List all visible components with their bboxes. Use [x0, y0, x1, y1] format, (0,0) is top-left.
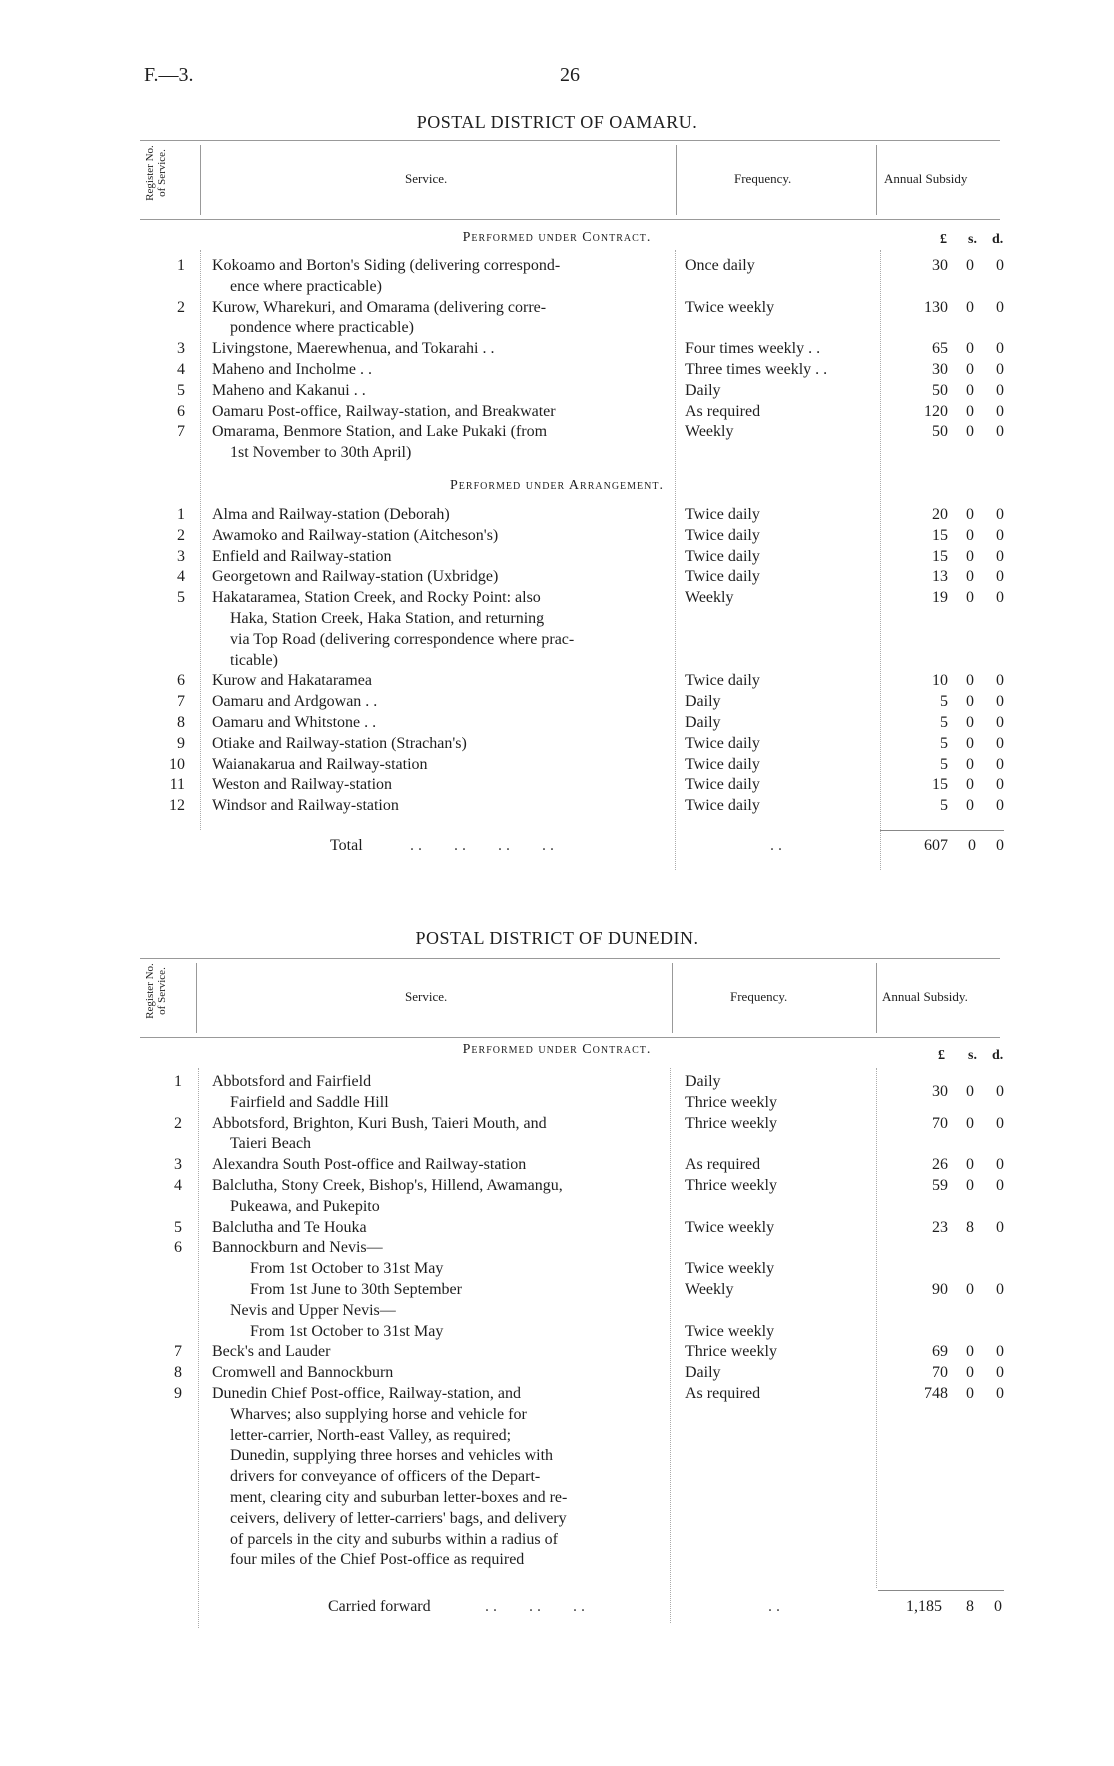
subsidy-pence: 0: [996, 672, 1004, 690]
register-number: 6: [177, 402, 185, 420]
service-description: [212, 1384, 660, 1571]
subsidy-pounds: 20: [932, 506, 948, 523]
subsidy-pounds: 120: [924, 402, 948, 420]
register-number: 4: [174, 1177, 182, 1194]
service-line: From 1st October to 31st May: [250, 1260, 444, 1278]
frequency: Weekly: [685, 1281, 734, 1298]
carried-pence: 0: [994, 1598, 1002, 1615]
subsidy-shillings: 0: [966, 381, 974, 399]
service-description: [212, 567, 660, 588]
register-number: 4: [177, 361, 185, 378]
frequency-column-label: Frequency.: [734, 171, 792, 186]
subsidy-shillings: 0: [966, 1281, 974, 1298]
dunedin-column-header: [140, 958, 1000, 1038]
register-number: 6: [177, 672, 185, 690]
service-description: [212, 588, 660, 671]
carried-forward-label: Carried forward: [328, 1598, 431, 1615]
service-line: ence where practicable): [230, 277, 382, 295]
service-line: Oamaru and Whitstone . .: [212, 714, 377, 731]
frequency: As required: [685, 1385, 761, 1402]
service-line: drivers for conveyance of officers of the Depart-: [230, 1468, 541, 1486]
subsidy-pounds: 30: [932, 257, 948, 274]
service-description: [212, 256, 660, 298]
register-number: 2: [177, 526, 185, 544]
subsidy-pounds: 19: [932, 589, 948, 607]
register-column-label: Register No. of Service.: [144, 963, 168, 1019]
service-line: Georgetown and Railway-station (Uxbridge): [212, 568, 499, 586]
service-description: [212, 1114, 660, 1156]
frequency: Twice daily: [685, 526, 760, 544]
register-number: 1: [174, 1073, 182, 1090]
frequency: Twice daily: [685, 797, 760, 815]
subsidy-pence: 0: [996, 1364, 1004, 1382]
frequency: Twice daily: [685, 506, 760, 523]
subsidy-shillings: 0: [966, 1343, 974, 1361]
service-description: [212, 339, 660, 360]
frequency: Thrice weekly: [685, 1343, 777, 1361]
service-line: Nevis and Upper Nevis—: [230, 1301, 396, 1319]
service-description: [212, 1218, 660, 1239]
service-line: Oamaru and Ardgowan . .: [212, 693, 378, 711]
service-description: [212, 713, 660, 734]
service-line: via Top Road (delivering correspondence where prac-: [230, 630, 575, 648]
subsidy-pounds: 69: [932, 1343, 948, 1361]
subsidy-pounds: 30: [932, 361, 948, 378]
service-description: [212, 422, 660, 464]
service-line: Windsor and Railway-station: [212, 797, 399, 815]
service-line: Beck's and Lauder: [212, 1343, 331, 1361]
frequency: Twice weekly: [685, 1260, 775, 1278]
document-reference: F.—3.: [144, 64, 194, 86]
subsidy-pence: 0: [996, 1156, 1004, 1174]
pence-header: d.: [992, 1048, 1004, 1063]
frequency: Daily: [685, 1364, 721, 1382]
service-line: Abbotsford, Brighton, Kuri Bush, Taieri Mouth, and: [212, 1114, 547, 1132]
subsidy-pounds: 26: [932, 1156, 948, 1174]
subsidy-pence: 0: [996, 589, 1004, 607]
register-number: 2: [177, 298, 185, 316]
register-number: 3: [174, 1156, 182, 1174]
register-number: 7: [177, 423, 185, 441]
frequency: Three times weekly . .: [685, 361, 828, 378]
service-line: Waianakarua and Railway-station: [212, 755, 428, 773]
total-pounds: 607: [924, 837, 948, 854]
service-line: ment, clearing city and suburban letter-boxes and re-: [230, 1488, 568, 1506]
dunedin-contract-heading: Performed under Contract.: [462, 1042, 652, 1057]
subsidy-pence: 0: [996, 547, 1004, 565]
subsidy-pence: 0: [996, 1343, 1004, 1361]
register-number: 9: [174, 1385, 182, 1402]
subsidy-shillings: 0: [966, 797, 974, 815]
subsidy-pounds: 50: [932, 423, 948, 441]
frequency: Twice daily: [685, 568, 760, 586]
subsidy-shillings: 0: [966, 1177, 974, 1194]
register-number: 7: [177, 693, 185, 711]
subsidy-shillings: 0: [966, 340, 974, 358]
service-description: [212, 1155, 660, 1176]
frequency: Thrice weekly: [685, 1093, 777, 1111]
service-line: 1st November to 30th April): [230, 444, 412, 462]
oamaru-column-header: [140, 140, 1000, 220]
frequency: Daily: [685, 381, 721, 399]
register-number: 6: [174, 1239, 182, 1257]
service-line: Kokoamo and Borton's Siding (delivering correspond-: [212, 257, 561, 274]
subsidy-pounds: 748: [924, 1385, 948, 1402]
service-description: [212, 1322, 698, 1343]
service-description: [212, 1176, 660, 1218]
subsidy-pence: 0: [996, 361, 1004, 378]
frequency: Thrice weekly: [685, 1177, 777, 1194]
service-description: [212, 1093, 678, 1114]
register-number: 8: [177, 714, 185, 731]
register-number: 1: [177, 257, 185, 274]
subsidy-pounds: 30: [932, 1083, 948, 1101]
total-pence: 0: [996, 837, 1004, 854]
service-description: [212, 1280, 698, 1301]
subsidy-shillings: 0: [966, 1083, 974, 1101]
service-line: Taieri Beach: [230, 1135, 312, 1153]
subsidy-pounds: 15: [932, 526, 948, 544]
subsidy-pence: 0: [996, 1218, 1004, 1236]
service-description: [212, 671, 660, 692]
service-line: pondence where practicable): [230, 319, 414, 337]
pence-header: d.: [992, 232, 1004, 247]
frequency: Daily: [685, 714, 721, 731]
service-description: [212, 1072, 660, 1093]
carried-pounds: 1,185: [906, 1598, 942, 1615]
oamaru-title: POSTAL DISTRICT OF OAMARU.: [416, 112, 698, 132]
frequency: Thrice weekly: [685, 1114, 777, 1132]
subsidy-shillings: 0: [966, 693, 974, 711]
page-number: 26: [560, 64, 580, 86]
service-line: From 1st October to 31st May: [250, 1322, 444, 1340]
subsidy-pence: 0: [996, 506, 1004, 523]
service-line: Dunedin, supplying three horses and vehicles with: [230, 1447, 554, 1465]
register-column-label: Register No. of Service.: [144, 145, 168, 201]
subsidy-pence: 0: [996, 1385, 1004, 1402]
carried-shillings: 8: [966, 1598, 974, 1615]
subsidy-pounds: 90: [932, 1281, 948, 1298]
frequency: Twice weekly: [685, 1322, 775, 1340]
subsidy-shillings: 0: [966, 755, 974, 773]
subsidy-pounds: 5: [940, 714, 948, 731]
subsidy-shillings: 0: [966, 547, 974, 565]
frequency: Weekly: [685, 589, 734, 607]
service-line: Livingstone, Maerewhenua, and Tokarahi . .: [212, 340, 495, 358]
service-line: ticable): [230, 651, 278, 669]
total-label: Total: [330, 837, 363, 854]
service-description: [212, 1342, 660, 1363]
service-line: Kurow, Wharekuri, and Omarama (delivering corre-: [212, 298, 547, 316]
frequency: Daily: [685, 693, 721, 711]
subsidy-column-label: Annual Subsidy.: [882, 989, 968, 1004]
service-column-label: Service.: [405, 171, 448, 186]
subsidy-column-label: Annual Subsidy: [884, 171, 968, 186]
service-line: Pukeawa, and Pukepito: [230, 1197, 380, 1215]
shilling-header: s.: [968, 232, 977, 247]
service-description: [212, 402, 660, 423]
register-number: 8: [174, 1364, 182, 1382]
subsidy-pounds: 10: [932, 672, 948, 690]
service-line: Cromwell and Bannockburn: [212, 1364, 394, 1382]
service-line: Abbotsford and Fairfield: [212, 1073, 372, 1090]
subsidy-pence: 0: [996, 1177, 1004, 1194]
subsidy-pounds: 70: [932, 1114, 948, 1132]
subsidy-pence: 0: [996, 381, 1004, 399]
service-description: [212, 755, 660, 776]
service-line: Maheno and Kakanui . .: [212, 381, 366, 399]
subsidy-pounds: 50: [932, 381, 948, 399]
frequency: Twice daily: [685, 755, 760, 773]
service-description: [212, 796, 660, 817]
subsidy-shillings: 0: [966, 1385, 974, 1402]
service-line: Balclutha and Te Houka: [212, 1218, 367, 1236]
oamaru-arrangement-heading: Performed under Arrangement.: [450, 478, 664, 493]
subsidy-pence: 0: [996, 714, 1004, 731]
subsidy-shillings: 8: [966, 1218, 974, 1236]
register-number: 2: [174, 1114, 182, 1132]
dunedin-title: POSTAL DISTRICT OF DUNEDIN.: [415, 928, 699, 948]
service-line: Wharves; also supplying horse and vehicle for: [230, 1405, 527, 1423]
subsidy-shillings: 0: [966, 423, 974, 441]
service-line: Oamaru Post-office, Railway-station, and Breakwater: [212, 402, 556, 420]
service-line: Omarama, Benmore Station, and Lake Pukaki (from: [212, 423, 548, 441]
service-line: Dunedin Chief Post-office, Railway-station, and: [212, 1385, 521, 1402]
subsidy-pounds: 5: [940, 755, 948, 773]
service-line: Fairfield and Saddle Hill: [230, 1093, 389, 1111]
frequency: Weekly: [685, 423, 734, 441]
service-description: [212, 1363, 660, 1384]
register-number: 10: [169, 755, 185, 773]
subsidy-shillings: 0: [966, 298, 974, 316]
service-line: Haka, Station Creek, Haka Station, and returning: [230, 609, 545, 627]
subsidy-shillings: 0: [966, 1156, 974, 1174]
subsidy-pence: 0: [996, 1083, 1004, 1101]
service-line: Otiake and Railway-station (Strachan's): [212, 734, 467, 752]
service-line: letter-carrier, North-east Valley, as required;: [230, 1426, 512, 1444]
service-column-label: Service.: [405, 989, 448, 1004]
service-description: [212, 1259, 698, 1280]
service-line: Maheno and Incholme . .: [212, 361, 372, 378]
subsidy-shillings: 0: [966, 734, 974, 752]
service-description: [212, 505, 660, 526]
frequency: Twice weekly: [685, 1218, 775, 1236]
service-description: [212, 381, 660, 402]
subsidy-shillings: 0: [966, 402, 974, 420]
subsidy-pounds: 15: [932, 776, 948, 794]
subsidy-pounds: 5: [940, 797, 948, 815]
subsidy-pence: 0: [996, 797, 1004, 815]
frequency: Twice daily: [685, 672, 760, 690]
service-line: Weston and Railway-station: [212, 776, 393, 794]
subsidy-pence: 0: [996, 1114, 1004, 1132]
frequency: Twice weekly: [685, 298, 775, 316]
subsidy-pence: 0: [996, 423, 1004, 441]
service-description: [212, 692, 660, 713]
shilling-header: s.: [968, 1048, 977, 1063]
subsidy-pounds: 130: [924, 298, 948, 316]
service-line: Hakataramea, Station Creek, and Rocky Point: also: [212, 589, 541, 607]
service-line: Awamoko and Railway-station (Aitcheson's): [212, 526, 499, 544]
subsidy-pounds: 23: [932, 1218, 948, 1236]
frequency: Twice daily: [685, 547, 760, 565]
frequency: As required: [685, 402, 761, 420]
frequency: Once daily: [685, 257, 755, 274]
service-line: Alma and Railway-station (Deborah): [212, 506, 450, 523]
service-description: [212, 734, 660, 755]
register-number: 12: [169, 797, 185, 815]
oamaru-contract-heading: Performed under Contract.: [462, 230, 652, 245]
service-line: From 1st June to 30th September: [250, 1281, 462, 1298]
subsidy-pence: 0: [996, 734, 1004, 752]
register-number: 4: [177, 568, 185, 586]
subsidy-shillings: 0: [966, 361, 974, 378]
service-description: [212, 775, 660, 796]
subsidy-pence: 0: [996, 526, 1004, 544]
register-number: 7: [174, 1343, 182, 1361]
subsidy-pence: 0: [996, 257, 1004, 274]
service-description: [212, 360, 660, 381]
subsidy-pounds: 59: [932, 1177, 948, 1194]
register-number: 9: [177, 734, 185, 752]
subsidy-pence: 0: [996, 340, 1004, 358]
total-shillings: 0: [968, 837, 976, 854]
service-description: [212, 298, 660, 340]
register-number: 3: [177, 547, 185, 565]
service-description: [212, 1301, 678, 1322]
register-number: 5: [174, 1218, 182, 1236]
pound-header: £: [940, 232, 947, 247]
service-line: four miles of the Chief Post-office as required: [230, 1551, 525, 1569]
subsidy-pence: 0: [996, 568, 1004, 586]
subsidy-pounds: 5: [940, 693, 948, 711]
subsidy-shillings: 0: [966, 589, 974, 607]
subsidy-shillings: 0: [966, 776, 974, 794]
service-description: [212, 547, 660, 568]
service-line: Bannockburn and Nevis—: [212, 1239, 383, 1257]
service-line: Balclutha, Stony Creek, Bishop's, Hillend, Awamangu,: [212, 1177, 563, 1194]
subsidy-pounds: 65: [932, 340, 948, 358]
subsidy-shillings: 0: [966, 568, 974, 586]
service-description: [212, 1238, 660, 1259]
subsidy-shillings: 0: [966, 506, 974, 523]
pound-header: £: [938, 1048, 945, 1063]
subsidy-pounds: 15: [932, 547, 948, 565]
subsidy-pence: 0: [996, 1281, 1004, 1298]
frequency-column-label: Frequency.: [730, 989, 788, 1004]
register-number: 3: [177, 340, 185, 358]
subsidy-pence: 0: [996, 776, 1004, 794]
frequency: Daily: [685, 1073, 721, 1090]
subsidy-pence: 0: [996, 298, 1004, 316]
subsidy-shillings: 0: [966, 257, 974, 274]
register-number: 5: [177, 589, 185, 607]
service-description: [212, 526, 660, 547]
frequency: Four times weekly . .: [685, 340, 821, 358]
subsidy-shillings: 0: [966, 1114, 974, 1132]
service-line: Enfield and Railway-station: [212, 547, 392, 565]
service-line: Kurow and Hakataramea: [212, 672, 372, 690]
subsidy-pounds: 70: [932, 1364, 948, 1382]
register-number: 1: [177, 506, 185, 523]
service-line: ceivers, delivery of letter-carriers' bags, and delivery: [230, 1509, 567, 1527]
subsidy-shillings: 0: [966, 672, 974, 690]
subsidy-pence: 0: [996, 402, 1004, 420]
service-line: Alexandra South Post-office and Railway-station: [212, 1156, 527, 1174]
subsidy-pence: 0: [996, 693, 1004, 711]
subsidy-shillings: 0: [966, 714, 974, 731]
subsidy-pounds: 5: [940, 734, 948, 752]
subsidy-pounds: 13: [932, 568, 948, 586]
subsidy-shillings: 0: [966, 1364, 974, 1382]
register-number: 11: [169, 776, 185, 794]
service-line: of parcels in the city and suburbs within a radius of: [230, 1530, 558, 1548]
frequency: Twice daily: [685, 734, 760, 752]
register-number: 5: [177, 381, 185, 399]
subsidy-shillings: 0: [966, 526, 974, 544]
frequency: As required: [685, 1156, 761, 1174]
frequency: Twice daily: [685, 776, 760, 794]
subsidy-pence: 0: [996, 755, 1004, 773]
